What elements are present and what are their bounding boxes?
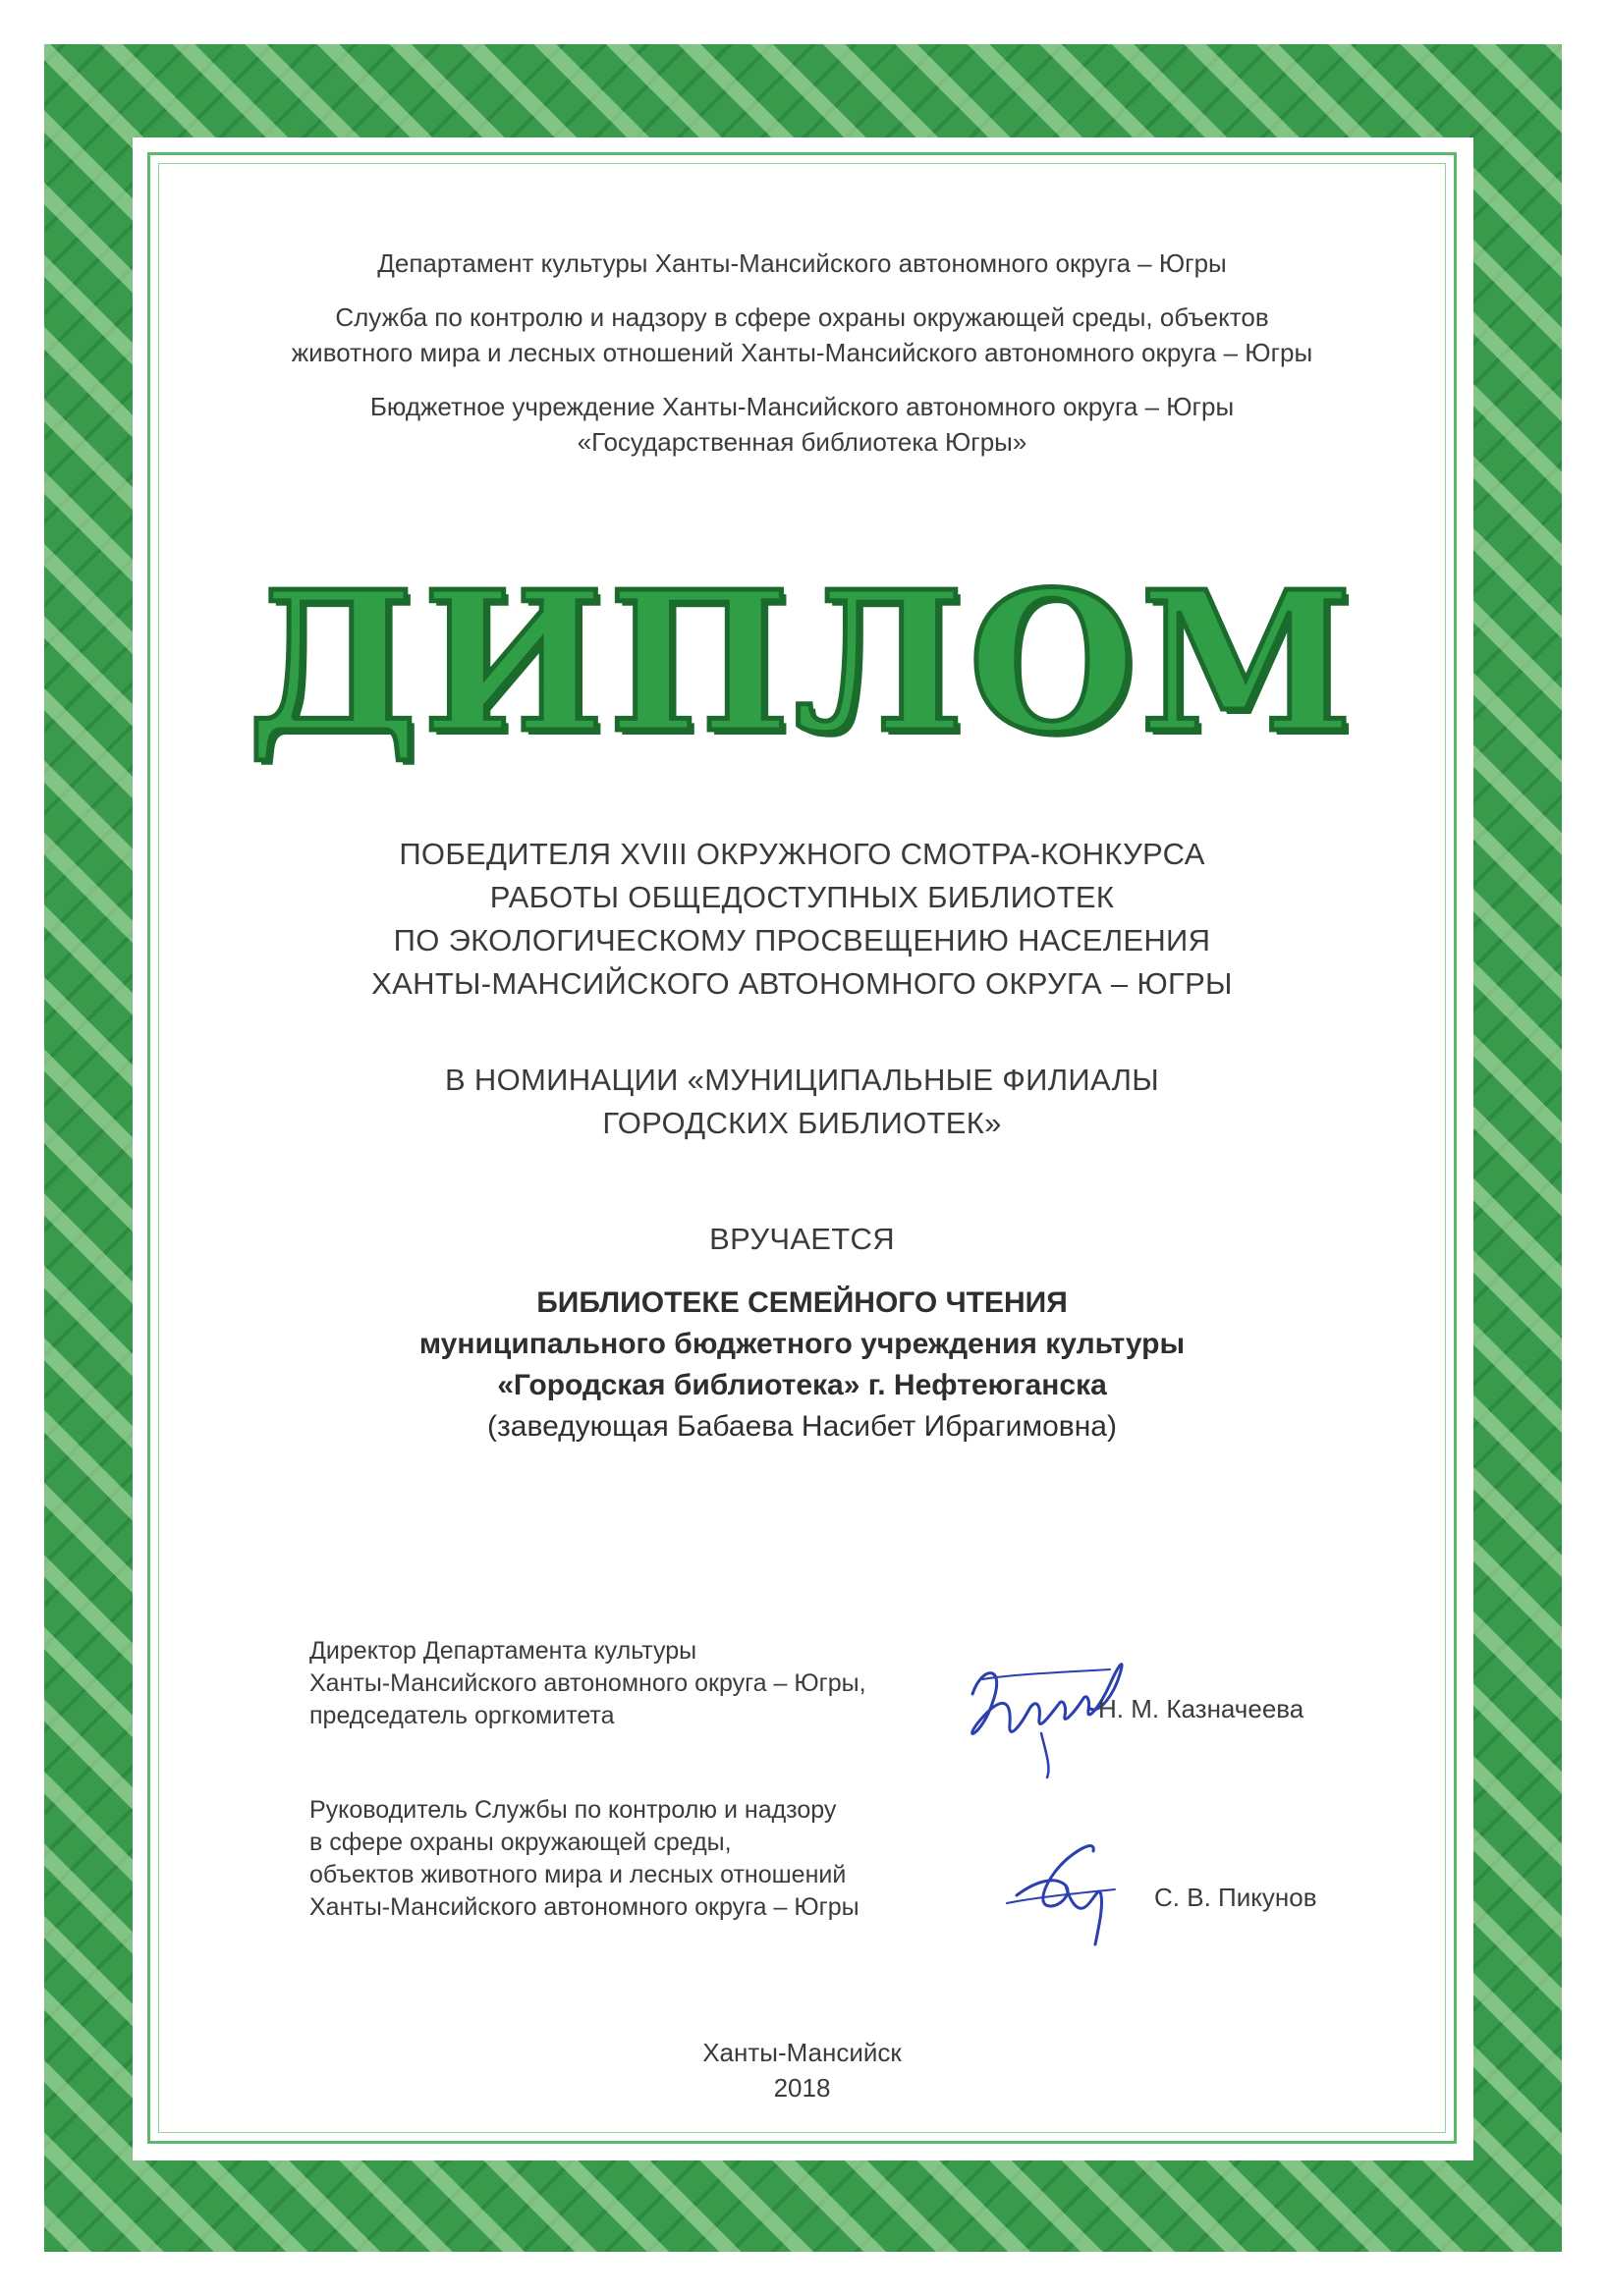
footer-city: Ханты-Мансийск (702, 2038, 902, 2067)
signatory-2-line-4: Ханты-Мансийского автономного округа – Югры (309, 1893, 859, 1921)
org-library-line1: Бюджетное учреждение Ханты-Мансийского автономного округа – Югры (369, 392, 1235, 421)
org-library-line2: «Государственная библиотека Югры» (577, 427, 1027, 457)
award-line-2: РАБОТЫ ОБЩЕДОСТУПНЫХ БИБЛИОТЕК (489, 880, 1115, 914)
signatory-1-line-2: Ханты-Мансийского автономного округа – Югры, (309, 1669, 866, 1697)
signature-2 (997, 1827, 1144, 1954)
org-service-line2: животного мира и лесных отношений Ханты-Мансийского автономного округа – Югры (291, 338, 1313, 367)
presented-label: ВРУЧАЕТСЯ (709, 1222, 895, 1256)
recipient-line-3: «Городская библиотека» г. Нефтеюганска (497, 1369, 1107, 1401)
footer-year: 2018 (773, 2073, 831, 2103)
org-service-line1: Служба по контролю и надзору в сфере охраны окружающей среды, объектов (335, 302, 1269, 332)
signatory-2-line-3: объектов животного мира и лесных отношений (309, 1861, 847, 1888)
signatory-2-name: С. В. Пикунов (1154, 1883, 1317, 1912)
signatory-1-title (309, 1635, 866, 1732)
nomination-line-2: ГОРОДСКИХ БИБЛИОТЕК» (602, 1106, 1002, 1140)
signatory-2-line-1: Руководитель Службы по контролю и надзору (309, 1796, 837, 1824)
signatory-1-line-1: Директор Департамента культуры (309, 1637, 697, 1665)
award-line-3: ПО ЭКОЛОГИЧЕСКОМУ ПРОСВЕЩЕНИЮ НАСЕЛЕНИЯ (393, 923, 1211, 957)
diploma-title: ДИПЛОМ (247, 550, 1358, 776)
org-department-culture: Департамент культуры Ханты-Мансийского автономного округа – Югры (377, 248, 1227, 278)
recipient-line-1: БИБЛИОТЕКЕ СЕМЕЙНОГО ЧТЕНИЯ (536, 1286, 1068, 1319)
signatory-2-title (309, 1794, 859, 1924)
nomination-line-1: В НОМИНАЦИИ «МУНИЦИПАЛЬНЫЕ ФИЛИАЛЫ (445, 1063, 1159, 1097)
signatory-1-line-3: председатель оргкомитета (309, 1702, 615, 1729)
signatory-1-name: Н. М. Казначеева (1098, 1694, 1304, 1723)
recipient-line-2: муниципального бюджетного учреждения культуры (418, 1328, 1186, 1360)
award-line-1: ПОБЕДИТЕЛЯ XVIII ОКРУЖНОГО СМОТРА-КОНКУРСА (399, 837, 1205, 871)
recipient-line-4: (заведующая Бабаева Насибет Ибрагимовна) (487, 1410, 1117, 1443)
signatory-2-line-2: в сфере охраны окружающей среды, (309, 1829, 732, 1856)
award-line-4: ХАНТЫ-МАНСИЙСКОГО АВТОНОМНОГО ОКРУГА – ЮГРЫ (371, 966, 1233, 1001)
